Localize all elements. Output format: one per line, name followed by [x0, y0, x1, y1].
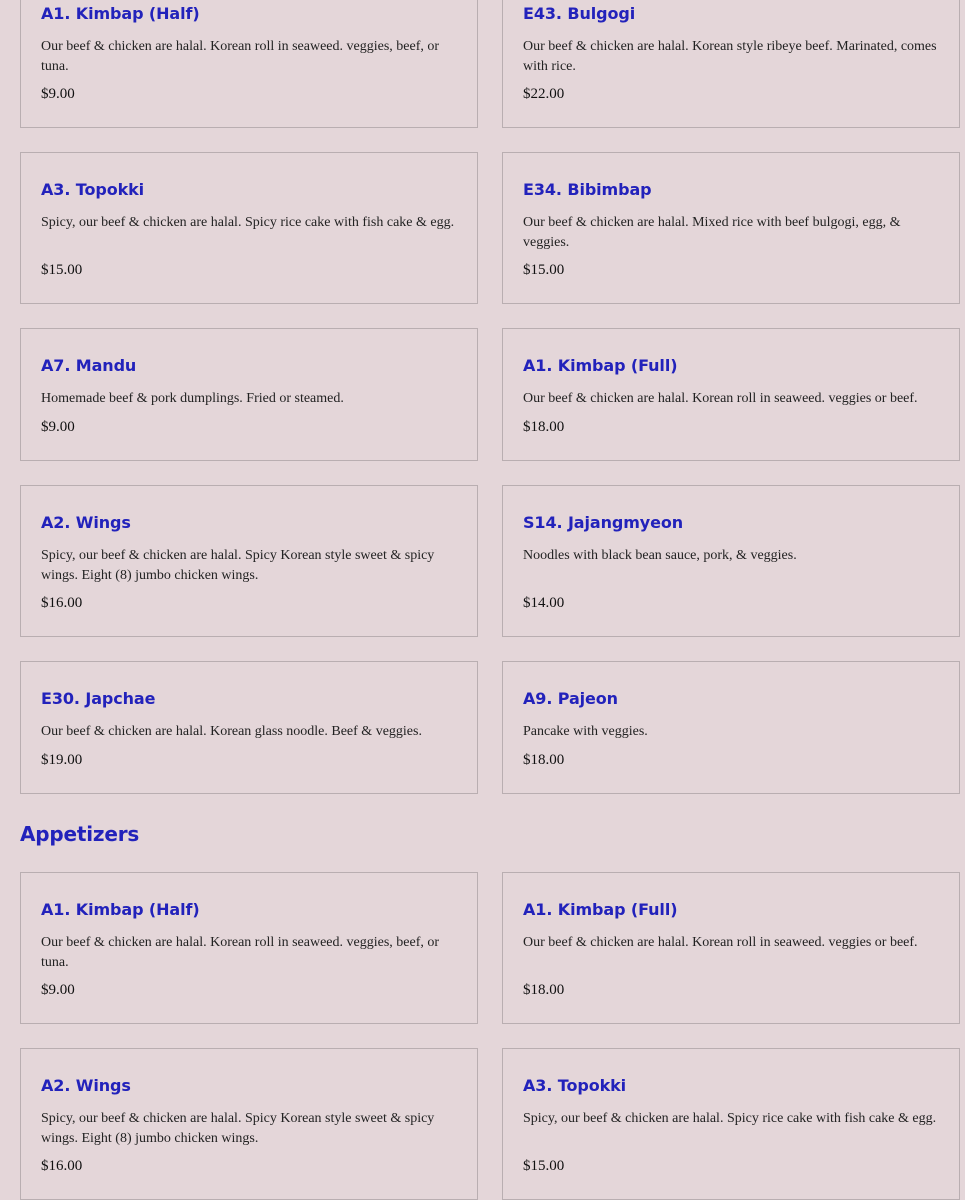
section-title-appetizers: Appetizers	[20, 822, 140, 846]
menu-item-card[interactable]	[502, 328, 960, 461]
menu-item-card[interactable]	[502, 0, 960, 128]
item-price: $16.00	[41, 595, 83, 611]
item-name: A3. Topokki	[523, 1076, 627, 1095]
item-description: Spicy, our beef & chicken are halal. Spicy rice cake with fish cake & egg.	[523, 1111, 937, 1126]
item-name: E43. Bulgogi	[523, 4, 636, 23]
appetizers-grid	[20, 872, 965, 1200]
item-price: $14.00	[523, 595, 565, 611]
menu-item-card[interactable]	[20, 328, 478, 461]
item-name: A3. Topokki	[41, 180, 145, 199]
item-description: Our beef & chicken are halal. Korean roll in seaweed. veggies or beef.	[523, 935, 918, 950]
menu-item-card[interactable]	[20, 661, 478, 794]
menu-item-card[interactable]	[502, 661, 960, 794]
item-name: A1. Kimbap (Half)	[41, 900, 200, 919]
menu-item-card[interactable]	[20, 485, 478, 637]
item-description: Our beef & chicken are halal. Korean roll in seaweed. veggies or beef.	[523, 391, 918, 406]
item-price: $18.00	[523, 752, 565, 768]
item-name: S14. Jajangmyeon	[523, 513, 684, 532]
menu-item-card[interactable]	[20, 152, 478, 304]
item-name: E34. Bibimbap	[523, 180, 652, 199]
item-price: $16.00	[41, 1158, 83, 1174]
menu-item-card[interactable]	[502, 152, 960, 304]
item-price: $19.00	[41, 752, 83, 768]
item-description: Spicy, our beef & chicken are halal. Spicy rice cake with fish cake & egg.	[41, 215, 455, 230]
item-price: $9.00	[41, 419, 75, 435]
menu-item-card[interactable]	[20, 872, 478, 1024]
item-description: Noodles with black bean sauce, pork, & veggies.	[523, 548, 797, 563]
menu-item-card[interactable]	[20, 0, 478, 128]
item-name: A1. Kimbap (Full)	[523, 356, 678, 375]
item-description: Our beef & chicken are halal. Korean roll in seaweed. veggies, beef, or tuna.	[41, 39, 440, 74]
item-description: Spicy, our beef & chicken are halal. Spicy Korean style sweet & spicy wings. Eight (8) jumbo chicken wings.	[41, 1111, 435, 1146]
item-price: $9.00	[41, 982, 75, 998]
item-name: A2. Wings	[41, 513, 131, 532]
item-price: $9.00	[41, 86, 75, 102]
item-price: $18.00	[523, 419, 565, 435]
menu-item-card[interactable]	[502, 872, 960, 1024]
item-description: Our beef & chicken are halal. Mixed rice with beef bulgogi, egg, & veggies.	[523, 215, 901, 250]
menu-item-card[interactable]	[502, 485, 960, 637]
item-price: $18.00	[523, 982, 565, 998]
item-price: $15.00	[523, 1158, 565, 1174]
item-description: Homemade beef & pork dumplings. Fried or steamed.	[41, 391, 344, 406]
menu-item-card[interactable]	[20, 1048, 478, 1200]
menu-item-card[interactable]	[502, 1048, 960, 1200]
item-description: Spicy, our beef & chicken are halal. Spicy Korean style sweet & spicy wings. Eight (8) jumbo chicken wings.	[41, 548, 435, 583]
item-name: A1. Kimbap (Half)	[41, 4, 200, 23]
item-price: $22.00	[523, 86, 565, 102]
item-description: Pancake with veggies.	[523, 724, 648, 739]
item-name: A9. Pajeon	[523, 689, 618, 708]
featured-items-grid	[20, 0, 965, 794]
item-price: $15.00	[523, 262, 565, 278]
item-description: Our beef & chicken are halal. Korean roll in seaweed. veggies, beef, or tuna.	[41, 935, 440, 970]
item-name: A2. Wings	[41, 1076, 131, 1095]
item-description: Our beef & chicken are halal. Korean glass noodle. Beef & veggies.	[41, 724, 422, 739]
item-price: $15.00	[41, 262, 83, 278]
item-name: A7. Mandu	[41, 356, 137, 375]
item-name: E30. Japchae	[41, 689, 156, 708]
item-name: A1. Kimbap (Full)	[523, 900, 678, 919]
item-description: Our beef & chicken are halal. Korean style ribeye beef. Marinated, comes with rice.	[523, 39, 937, 74]
